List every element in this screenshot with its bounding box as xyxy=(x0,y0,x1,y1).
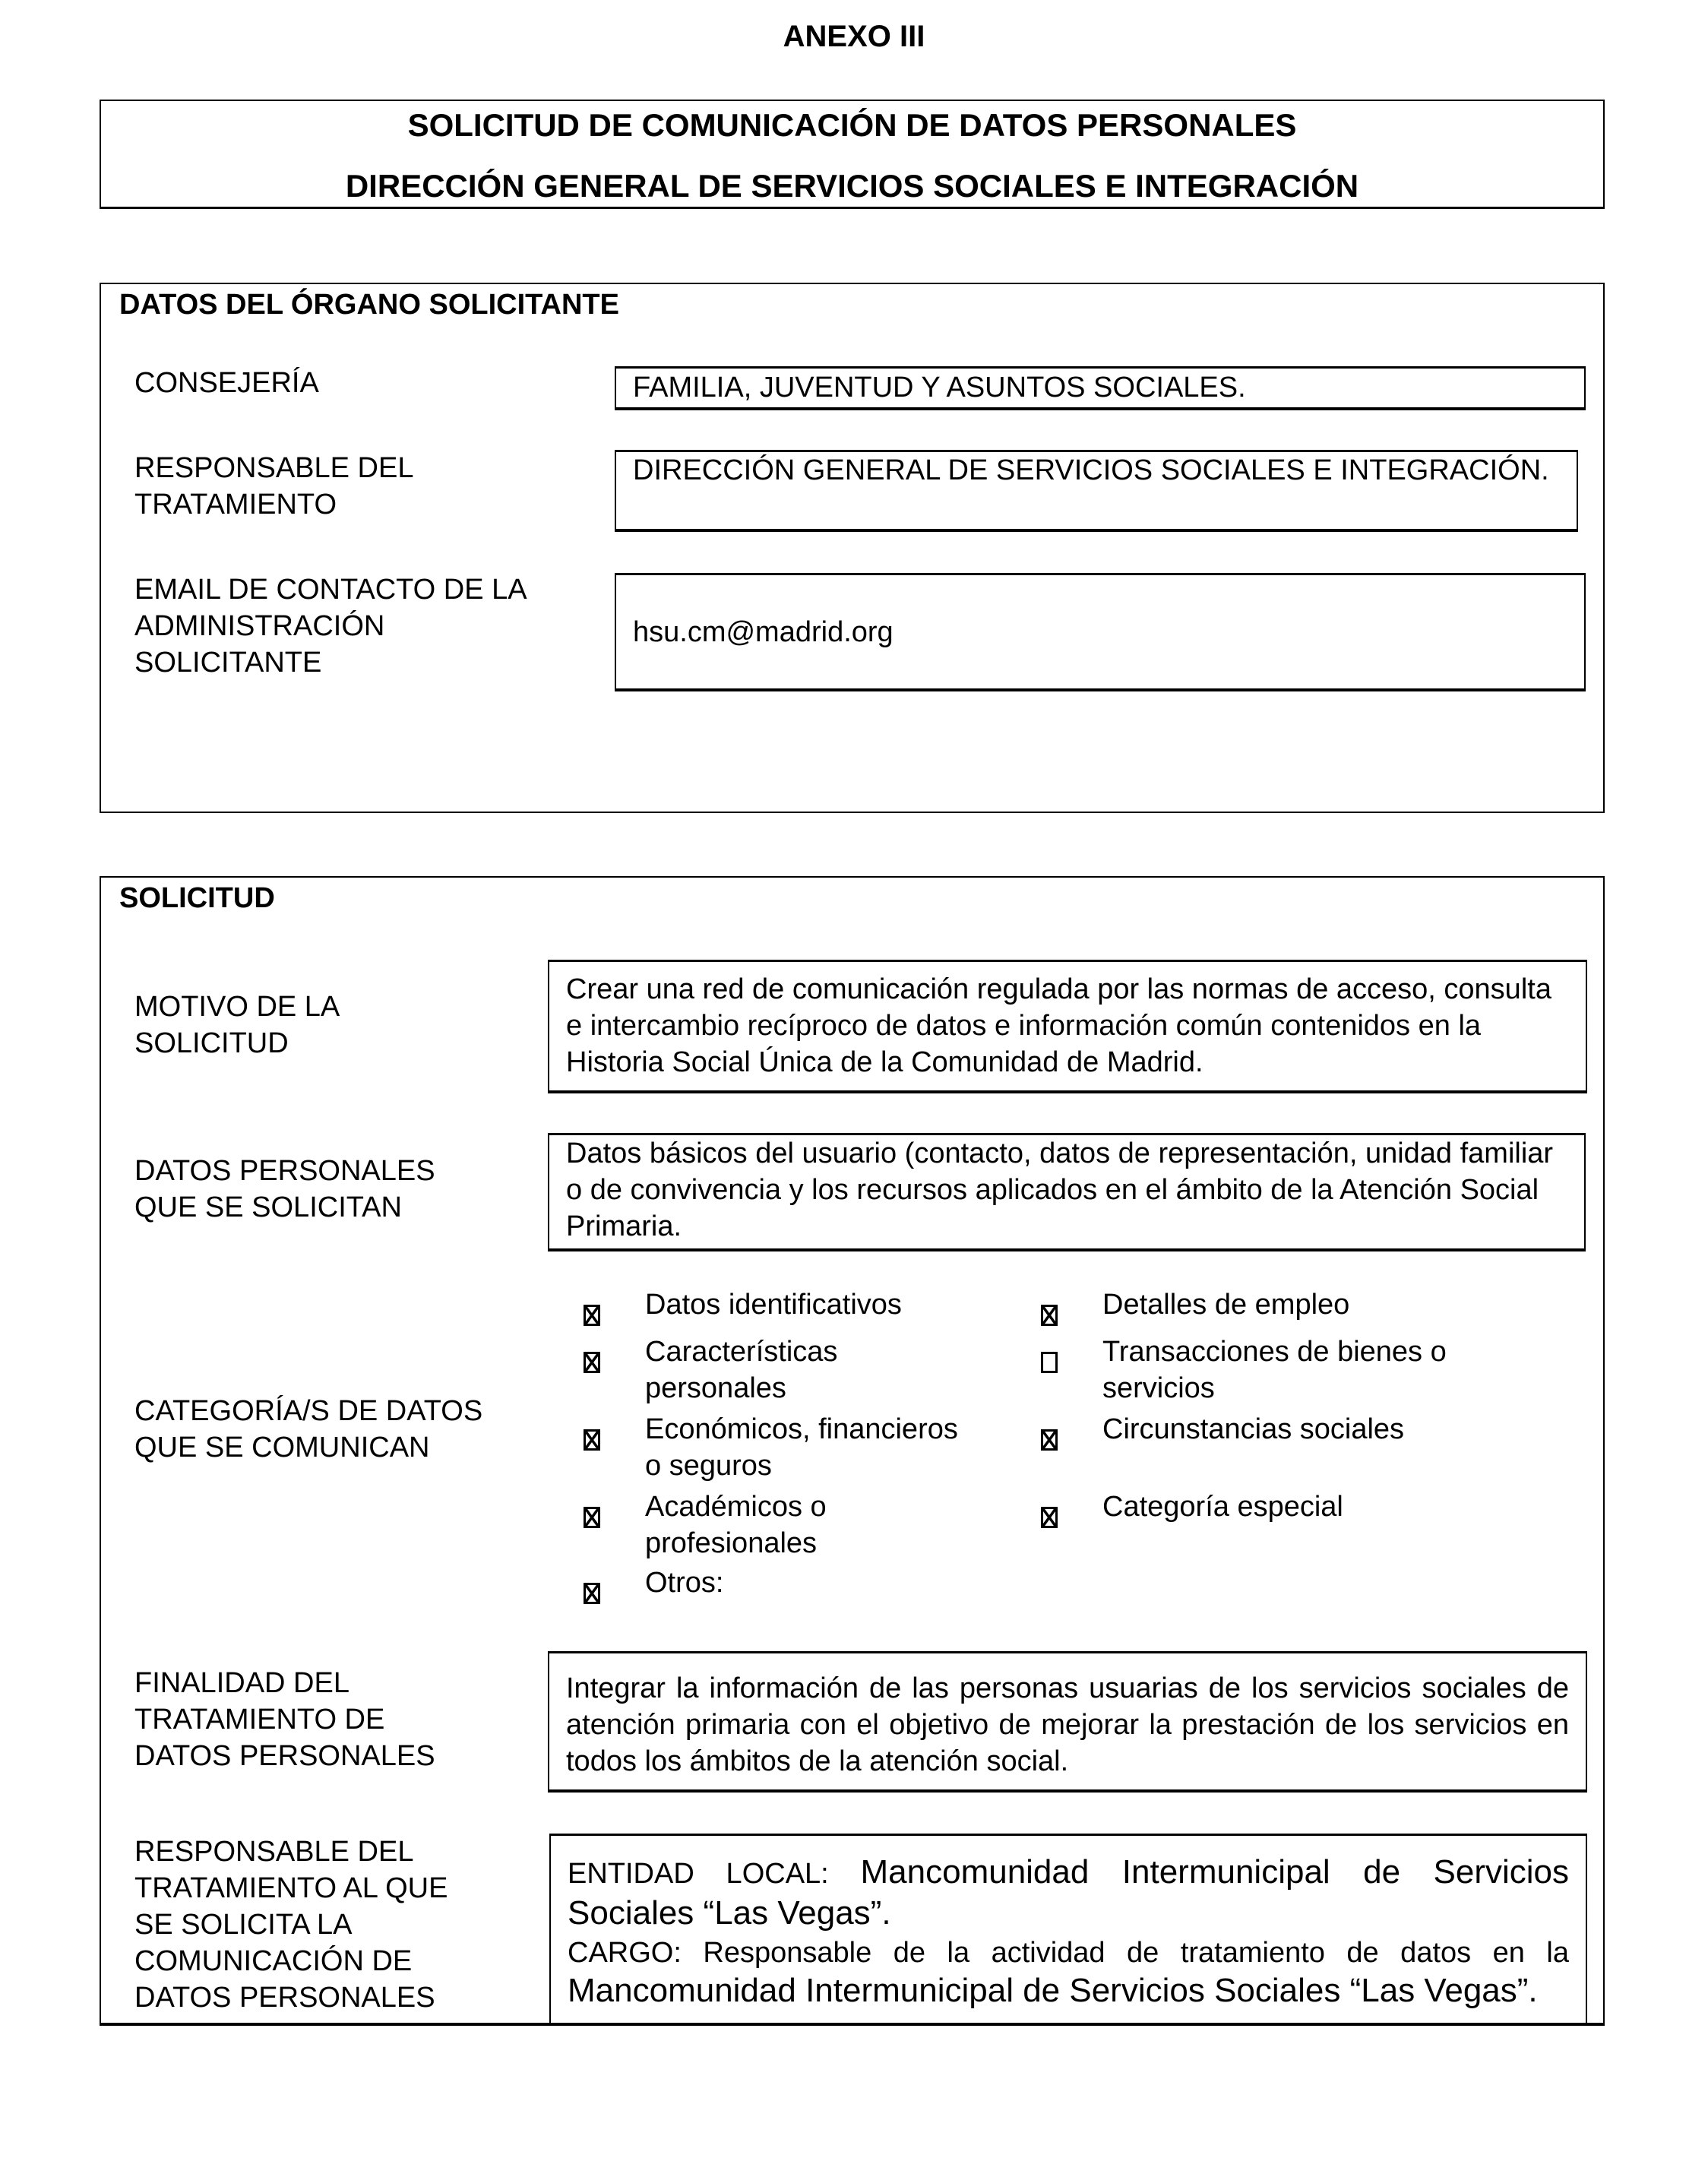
checkbox-datos-identificativos[interactable] xyxy=(584,1305,600,1326)
category-label-line1: Circunstancias sociales xyxy=(1102,1413,1405,1445)
solicitud-section xyxy=(100,876,1605,2026)
form-title: SOLICITUD DE COMUNICACIÓN DE DATOS PERSONALES xyxy=(407,107,1297,143)
consejeria-value: FAMILIA, JUVENTUD Y ASUNTOS SOCIALES. xyxy=(633,372,1246,403)
checkbox-x-icon xyxy=(1043,1509,1055,1526)
category-label-line1: Datos identificativos xyxy=(645,1289,902,1321)
responsable-label-line2: TRATAMIENTO xyxy=(134,489,337,521)
section-title-solicitud: SOLICITUD xyxy=(119,882,275,914)
category-label xyxy=(1102,1411,1404,1448)
datos-personales-label-line1: DATOS PERSONALES xyxy=(134,1155,435,1187)
responsable-destino-label-line4: COMUNICACIÓN DE xyxy=(134,1945,413,1977)
checkbox-x-icon xyxy=(586,1585,598,1602)
entidad-local xyxy=(568,1853,1569,1935)
category-label-line1: Transacciones de bienes o xyxy=(1102,1336,1447,1368)
consejeria-label: CONSEJERÍA xyxy=(134,367,319,399)
email-label-line2: ADMINISTRACIÓN xyxy=(134,610,385,642)
category-label-line1: Académicos o xyxy=(645,1491,827,1523)
responsable-destino-field[interactable] xyxy=(549,1834,1587,2024)
form-subtitle: DIRECCIÓN GENERAL DE SERVICIOS SOCIALES E INTEGRACIÓN xyxy=(345,168,1359,204)
category-label-line1: Detalles de empleo xyxy=(1102,1289,1350,1321)
entidad-local-value: Mancomunidad Intermunicipal de Servicios Sociales “Las Vegas”. xyxy=(568,1853,1569,1932)
category-label xyxy=(1102,1286,1349,1323)
category-label xyxy=(1102,1334,1447,1406)
categorias-label xyxy=(134,1393,482,1466)
responsable-destino-label-line5: DATOS PERSONALES xyxy=(134,1982,435,2014)
category-label-line1: Económicos, financieros xyxy=(645,1413,958,1445)
finalidad-label-line2: TRATAMIENTO DE xyxy=(134,1704,385,1736)
responsable-destino-label-line3: SE SOLICITA LA xyxy=(134,1909,353,1941)
category-label xyxy=(1102,1489,1343,1525)
email-value: hsu.cm@madrid.org xyxy=(633,615,894,648)
responsable-destino-label-line2: TRATAMIENTO AL QUE xyxy=(134,1872,448,1904)
responsable-label xyxy=(134,450,413,523)
category-label xyxy=(645,1286,902,1323)
finalidad-label-line1: FINALIDAD DEL xyxy=(134,1667,350,1699)
responsable-value: DIRECCIÓN GENERAL DE SERVICIOS SOCIALES E INTEGRACIÓN. xyxy=(633,454,1549,486)
category-label-line2: servicios xyxy=(1102,1372,1215,1404)
category-label-line1: Otros: xyxy=(645,1567,724,1599)
email-label xyxy=(134,571,527,681)
categorias-label-line2: QUE SE COMUNICAN xyxy=(134,1432,430,1463)
organo-solicitante-section xyxy=(100,283,1605,813)
datos-personales-field[interactable] xyxy=(548,1133,1586,1251)
checkbox-x-icon xyxy=(586,1509,598,1526)
cargo-text: CARGO: Responsable de la actividad de tratamiento de datos en la xyxy=(568,1937,1569,1969)
checkbox-detalles-empleo[interactable] xyxy=(1041,1305,1058,1326)
checkbox-x-icon xyxy=(1043,1307,1055,1324)
finalidad-value: Integrar la información de las personas usuarias de los servicios sociales de atención primaria con el objetivo de mejorar la prestación de los servicios en todos los ámbitos de la atención social. xyxy=(566,1672,1569,1777)
checkbox-x-icon xyxy=(586,1307,598,1324)
category-label-line2: o seguros xyxy=(645,1450,772,1482)
finalidad-label-line3: DATOS PERSONALES xyxy=(134,1740,435,1772)
responsable-field[interactable] xyxy=(615,450,1578,532)
checkbox-x-icon xyxy=(586,1432,598,1448)
form-header-box xyxy=(100,100,1605,209)
annex-title: ANEXO III xyxy=(783,20,925,53)
categorias-label-line1: CATEGORÍA/S DE DATOS xyxy=(134,1395,483,1427)
finalidad-field[interactable] xyxy=(548,1651,1587,1793)
checkbox-otros[interactable] xyxy=(584,1583,600,1604)
email-label-line3: SOLICITANTE xyxy=(134,647,322,679)
checkbox-x-icon xyxy=(586,1354,598,1371)
checkbox-caracteristicas-personales[interactable] xyxy=(584,1352,600,1373)
cargo-entity: Mancomunidad Intermunicipal de Servicios Sociales “Las Vegas”. xyxy=(568,1972,1538,2009)
motivo-label-line2: SOLICITUD xyxy=(134,1027,289,1059)
category-label xyxy=(645,1565,723,1601)
category-label-line1: Características xyxy=(645,1336,838,1368)
motivo-field[interactable] xyxy=(548,960,1587,1093)
checkbox-academicos-profesionales[interactable] xyxy=(584,1507,600,1528)
motivo-label-line1: MOTIVO DE LA xyxy=(134,991,340,1023)
category-label xyxy=(645,1411,958,1484)
checkbox-economicos-financieros[interactable] xyxy=(584,1429,600,1451)
category-label xyxy=(645,1489,827,1562)
category-label-line2: profesionales xyxy=(645,1527,818,1559)
responsable-label-line1: RESPONSABLE DEL xyxy=(134,452,414,484)
category-label-line2: personales xyxy=(645,1372,786,1404)
entidad-local-prefix: ENTIDAD LOCAL: xyxy=(568,1858,861,1890)
motivo-value: Crear una red de comunicación regulada por las normas de acceso, consulta e intercambio recíproco de datos e información común contenidos en la Historia Social Única de la Comunidad de Madrid. xyxy=(566,973,1551,1078)
email-field[interactable] xyxy=(615,573,1586,691)
checkbox-transacciones-bienes[interactable] xyxy=(1041,1352,1058,1373)
datos-personales-value: Datos básicos del usuario (contacto, datos de representación, unidad familiar o de convivencia y los recursos aplicados en el ámbito de la Atención Social Primaria. xyxy=(566,1138,1554,1242)
responsable-destino-label-line1: RESPONSABLE DEL xyxy=(134,1836,414,1868)
category-label-line1: Categoría especial xyxy=(1102,1491,1343,1523)
motivo-label xyxy=(134,989,340,1062)
section-title-organo: DATOS DEL ÓRGANO SOLICITANTE xyxy=(119,289,619,321)
datos-personales-label xyxy=(134,1153,435,1226)
finalidad-label xyxy=(134,1665,435,1774)
checkbox-x-icon xyxy=(1043,1432,1055,1448)
email-label-line1: EMAIL DE CONTACTO DE LA xyxy=(134,574,527,606)
datos-personales-label-line2: QUE SE SOLICITAN xyxy=(134,1191,402,1223)
checkbox-circunstancias-sociales[interactable] xyxy=(1041,1429,1058,1451)
consejeria-field[interactable] xyxy=(615,366,1586,410)
checkbox-categoria-especial[interactable] xyxy=(1041,1507,1058,1528)
category-label xyxy=(645,1334,837,1406)
responsable-destino-label xyxy=(134,1834,448,2016)
